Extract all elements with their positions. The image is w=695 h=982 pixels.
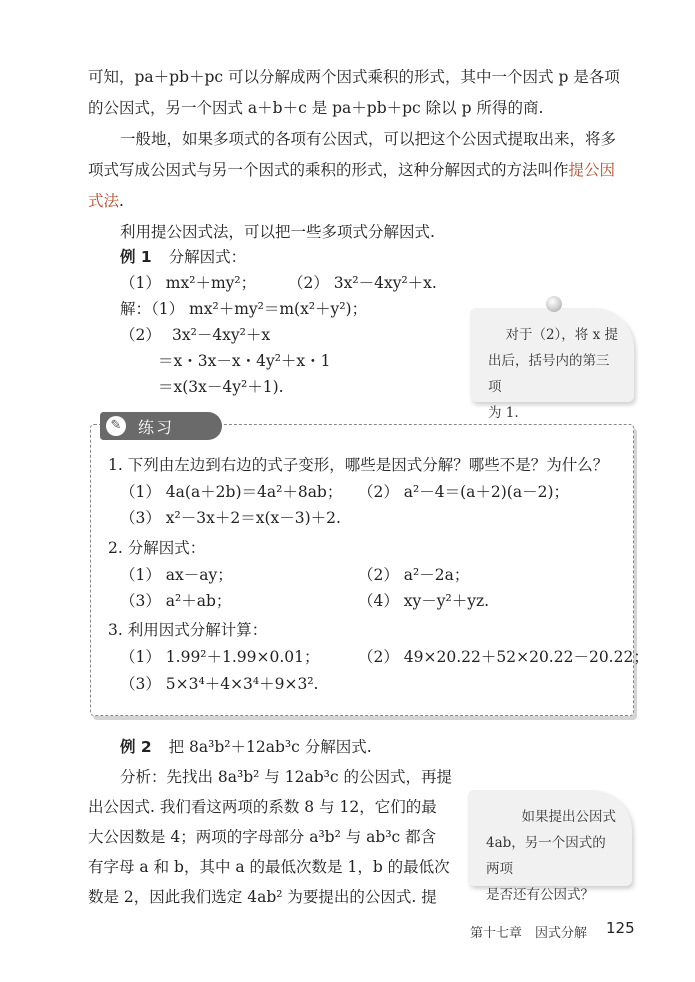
note2-line-3: 是否还有公因式？ bbox=[486, 887, 594, 903]
example1-solution-2-num: （2） bbox=[120, 326, 161, 344]
analysis-line-2: 出公因式. 我们看这两项的系数 8 与 12，它们的最 bbox=[88, 798, 437, 816]
practice-q2-d: （4） xy－y²＋yz. bbox=[358, 592, 490, 610]
definition-text: 项式写成公因式与另一个因式的乘积的形式，这种分解因式的方法叫作 bbox=[88, 161, 569, 179]
analysis-line-4: 有字母 a 和 b，其中 a 的最低次数是 1，b 的最低次 bbox=[88, 858, 450, 876]
definition-line-3 bbox=[88, 190, 124, 212]
example1-task: 分解因式： bbox=[168, 248, 247, 266]
practice-q1-a: （1） 4a(a＋2b)＝4a²＋8ab； bbox=[120, 483, 343, 501]
note2-line-1: 如果提出公因式 bbox=[521, 809, 616, 825]
intro-line-1: 可知，pa＋pb＋pc 可以分解成两个因式乘积的形式，其中一个因式 p 是各项 bbox=[88, 68, 620, 86]
analysis-line-5: 数是 2，因此我们选定 4ab² 为要提出的公因式. 提 bbox=[88, 888, 437, 906]
practice-q1-b: （2） a²－4＝(a＋2)(a－2)； bbox=[358, 483, 569, 501]
practice-q3-b: （2） 49×20.22＋52×20.22－20.22； bbox=[358, 648, 649, 666]
analysis-line-3: 大公因数是 4；两项的字母部分 a³b² 与 ab³c 都含 bbox=[88, 828, 437, 846]
definition-line-1: 一般地，如果多项式的各项有公因式，可以把这个公因式提取出来，将多 bbox=[120, 130, 617, 148]
example2-heading bbox=[120, 736, 372, 758]
practice-q2-a: （1） ax－ay； bbox=[120, 566, 233, 584]
example1-solution-4: ＝x(3x－4y²＋1). bbox=[158, 378, 284, 396]
note1-line-1: 对于（2），将 x 提 bbox=[505, 327, 618, 343]
practice-q2-title: 2. 分解因式： bbox=[108, 539, 206, 557]
practice-q3-title: 3. 利用因式分解计算： bbox=[108, 621, 268, 639]
practice-q1-c: （3） x²－3x＋2＝x(x－3)＋2. bbox=[120, 509, 341, 527]
example2-task: 把 8a³b²＋12ab³c 分解因式. bbox=[168, 738, 372, 756]
definition-end: . bbox=[119, 192, 124, 210]
note1-line-2: 出后，括号内的第三项 bbox=[488, 353, 610, 395]
definition-line-2 bbox=[88, 159, 615, 181]
example2-label: 例 2 bbox=[120, 738, 152, 756]
example1-solution-3: ＝x・3x－x・4y²＋x・1 bbox=[158, 352, 331, 370]
side-note-2 bbox=[468, 790, 632, 903]
method-sentence: 利用提公因式法，可以把一些多项式分解因式. bbox=[120, 223, 435, 241]
practice-label: 练习 bbox=[138, 418, 175, 437]
practice-q2-c: （3） a²＋ab； bbox=[120, 592, 232, 610]
note1-line-3: 为 1. bbox=[488, 405, 519, 421]
term-highlight-2: 式法 bbox=[88, 192, 120, 210]
chapter-footer: 第十七章 因式分解 bbox=[470, 926, 588, 941]
example1-solution-1: 解：（1） mx²＋my²＝m(x²＋y²)； bbox=[120, 300, 368, 318]
pencil-icon: ✎ bbox=[106, 416, 126, 436]
side-note-1 bbox=[470, 308, 634, 421]
intro-line-2: 的公因式，另一个因式 a＋b＋c 是 pa＋pb＋pc 除以 p 所得的商. bbox=[88, 99, 544, 117]
practice-q1-title: 1. 下列由左边到右边的式子变形，哪些是因式分解？哪些不是？为什么？ bbox=[108, 456, 609, 474]
note2-line-2: 4ab，另一个因式的两项 bbox=[486, 835, 606, 877]
example1-heading bbox=[120, 246, 246, 268]
example1-q1: （1） mx²＋my²； bbox=[120, 274, 257, 292]
practice-tag bbox=[100, 412, 222, 440]
example1-q2: （2） 3x²－4xy²＋x. bbox=[288, 274, 437, 292]
page-number: 125 bbox=[606, 919, 635, 937]
example1-label: 例 1 bbox=[120, 248, 152, 266]
analysis-line-1: 分析：先找出 8a³b² 与 12ab³c 的公因式，再提 bbox=[120, 768, 452, 786]
term-highlight-1: 提公因 bbox=[568, 161, 616, 179]
example1-solution-2: 3x²－4xy²＋x bbox=[172, 326, 271, 344]
practice-q3-c: （3） 5×3⁴＋4×3⁴＋9×3². bbox=[120, 675, 319, 693]
practice-q3-a: （1） 1.99²＋1.99×0.01； bbox=[120, 648, 320, 666]
pin-icon bbox=[546, 296, 562, 312]
practice-q2-b: （2） a²－2a； bbox=[358, 566, 470, 584]
